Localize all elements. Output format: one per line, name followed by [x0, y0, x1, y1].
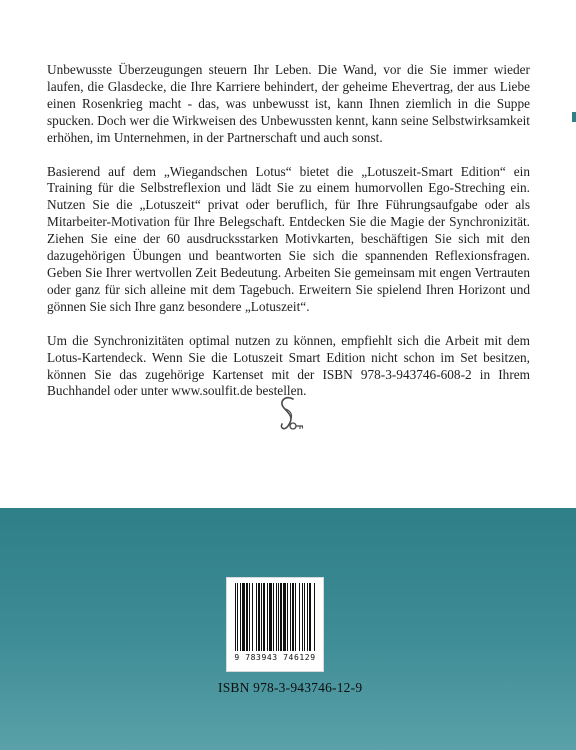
barcode-bar [237, 583, 238, 651]
barcode-bar [304, 583, 305, 651]
blurb-paragraph-3: Um die Synchronizitäten optimal nutzen zu können, empfiehlt sich die Arbeit mit dem Lotus-Kartendeck. Wenn Sie die Lotuszeit Smart Edition nicht schon im Set besitzen, können Sie das zugehörige Kartenset mit der ISBN 978-3-943746-608-2 in Ihrem Buchhandel oder unter www.soulfit.de bestellen. [47, 332, 530, 399]
barcode-bar [278, 583, 279, 651]
barcode-digits: 9 783943 746129 [234, 653, 316, 662]
soulfit-s-key-icon [272, 393, 306, 439]
barcode-bars [235, 583, 317, 651]
barcode-bar [295, 583, 296, 651]
blurb-paragraph-2: Basierend auf dem „Wiegandschen Lotus“ bietet die „Lotuszeit-Smart Edition“ ein Training für die Selbstreflexion und lädt Sie zu einem humorvollen Ego-Streching ein. Nutzen Sie die „Lotuszeit“ privat oder beruflich, für Ihre Führungsaufgabe oder als Mitarbeiter-Motivation für Ihre Belegschaft. Entdecken Sie die Magie der Synchronizität. Ziehen Sie eine der 60 ausdrucksstarken Motivkarten, beschäftigen Sie sich mit den dazugehörigen Übungen und beantworten Sie sich die spannenden Reflexionsfragen. Geben Sie Ihrer wertvollen Zeit Bedeutung. Arbeiten Sie gemeinsam mit engen Vertrauten oder ganz für sich alleine mit dem Tagebuch. Erweitern Sie spielend Ihren Horizont und gönnen Sie sich Ihre ganz besondere „Lotuszeit“. [47, 163, 530, 314]
barcode-bar [299, 583, 300, 651]
barcode-bar [246, 583, 248, 651]
barcode [226, 577, 324, 672]
barcode-bar [283, 583, 286, 651]
barcode-bar [280, 583, 282, 651]
barcode-bar [263, 583, 265, 651]
barcode-bar [249, 583, 250, 651]
barcode-bar [302, 583, 303, 651]
barcode-bar [273, 583, 274, 651]
barcode-bar [261, 583, 262, 651]
isbn-label: ISBN 978-3-943746-12-9 [218, 680, 363, 695]
blurb-paragraph-1: Unbewusste Überzeugungen steuern Ihr Leben. Die Wand, vor die Sie immer wieder laufen, die Glasdecke, die Ihre Karriere behindert, der geheime Ehevertrag, der aus Liebe einen Rosenkrieg macht - das, was unbewusst ist, kann Ihnen ziemlich in die Suppe spucken. Doch wer die Wirkweisen des Unbewussten kennt, kann seine Selbstwirksamkeit erhöhen, im Unternehmen, in der Partnerschaft und auch sonst. [47, 62, 530, 145]
barcode-bar [242, 583, 245, 651]
barcode-bar [240, 583, 241, 651]
edge-color-mark [572, 112, 576, 122]
barcode-bar [252, 583, 253, 651]
barcode-bar [309, 583, 311, 651]
barcode-bar [256, 583, 257, 651]
barcode-bar [269, 583, 272, 651]
barcode-bar [314, 583, 315, 651]
barcode-bar [287, 583, 288, 651]
blurb-text [47, 62, 530, 417]
barcode-bar [258, 583, 260, 651]
barcode-bar [267, 583, 268, 651]
barcode-bar [235, 583, 236, 651]
barcode-bar [292, 583, 294, 651]
barcode-bar [290, 583, 291, 651]
barcode-bar [307, 583, 308, 651]
barcode-bar [276, 583, 277, 651]
